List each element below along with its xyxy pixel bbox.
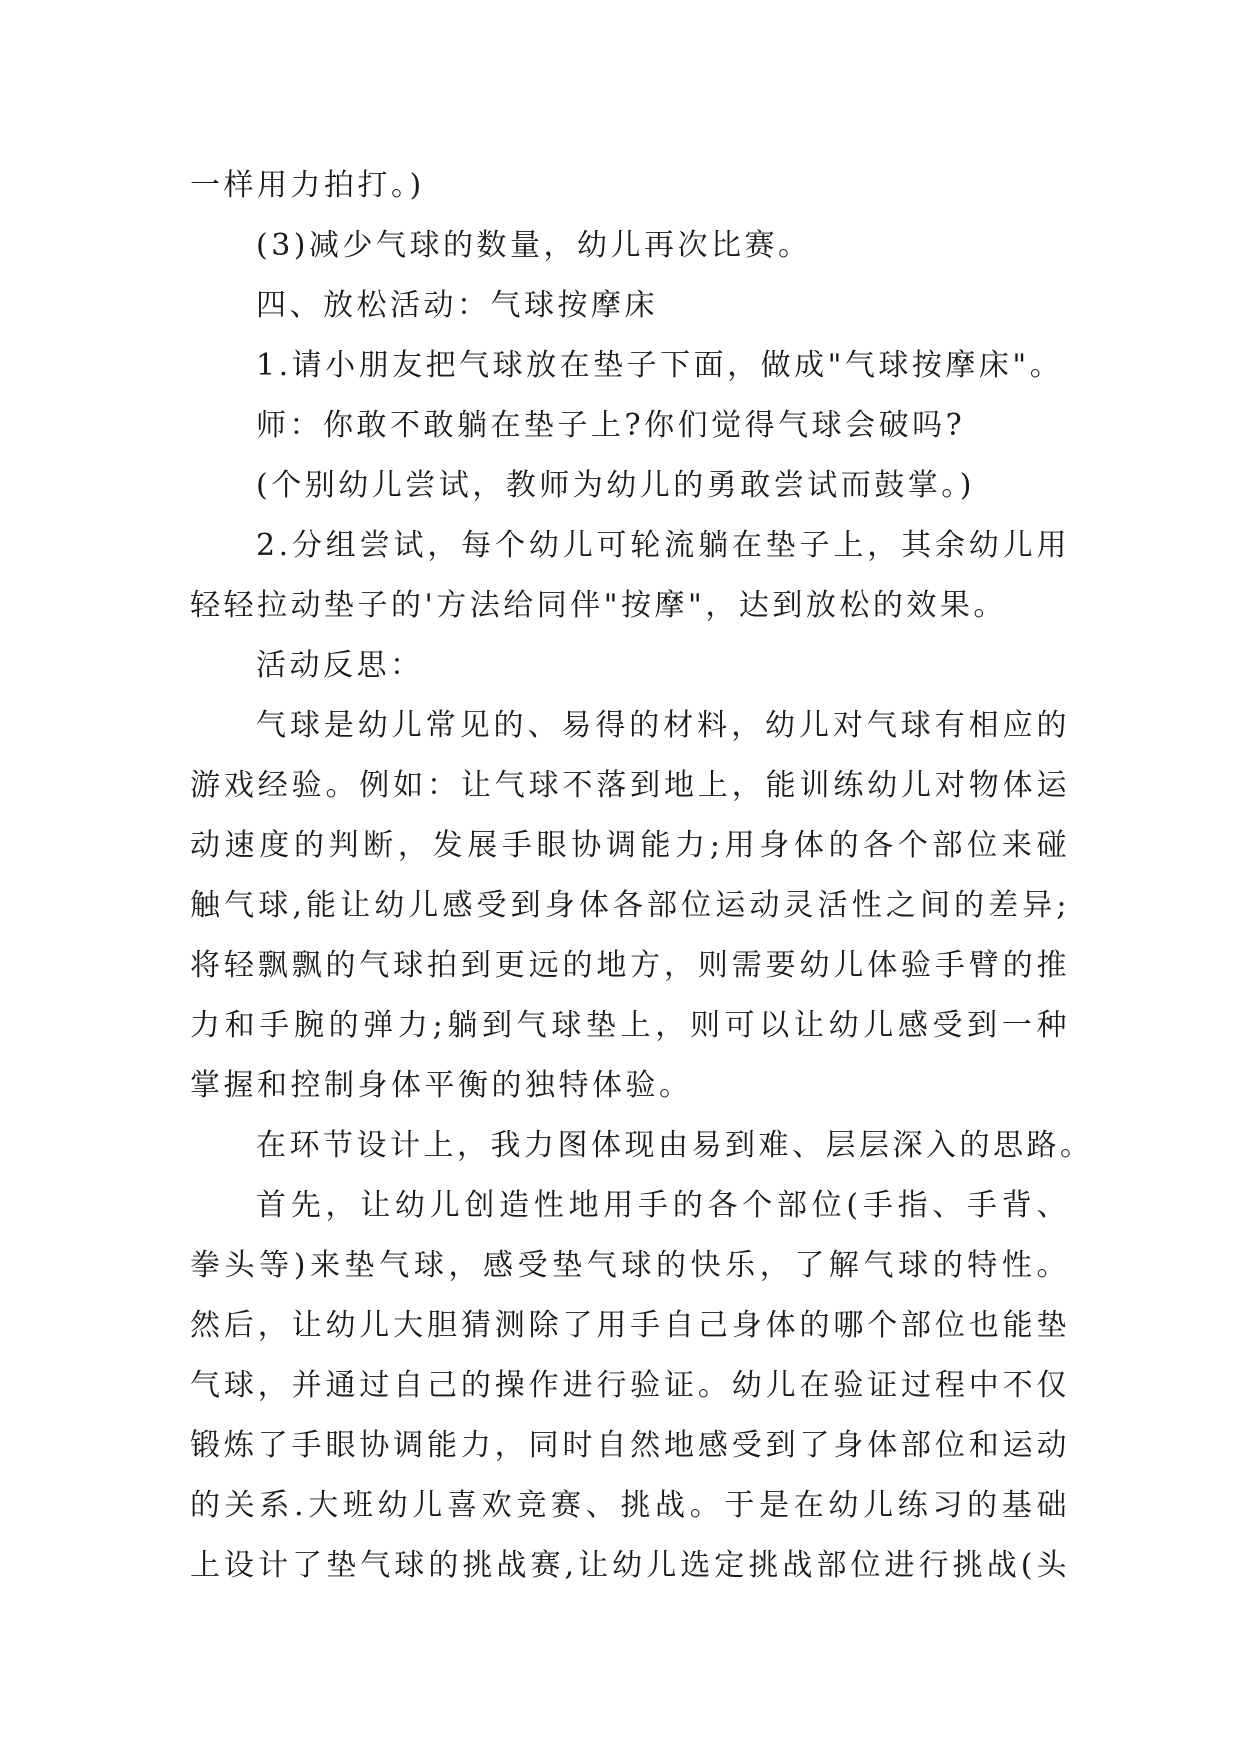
text-line: 气球，并通过自己的操作进行验证。幼儿在验证过程中不仅 [190,1368,1070,1403]
text-line: 锻炼了手眼协调能力，同时自然地感受到了身体部位和运动 [190,1428,1070,1463]
text-line: 师：你敢不敢躺在垫子上?你们觉得气球会破吗? [256,408,966,443]
text-line: 1.请小朋友把气球放在垫子下面，做成"气球按摩床"。 [256,348,1064,383]
section-heading: 四、放松活动：气球按摩床 [256,288,658,323]
text-line: 然后，让幼儿大胆猜测除了用手自己身体的哪个部位也能垫 [190,1308,1070,1343]
text-line: 触气球,能让幼儿感受到身体各部位运动灵活性之间的差异; [190,888,1070,923]
text-line: (个别幼儿尝试，教师为幼儿的勇敢尝试而鼓掌。) [256,468,975,503]
text-line: 上设计了垫气球的挑战赛,让幼儿选定挑战部位进行挑战(头 [190,1548,1070,1583]
text-line: 首先，让幼儿创造性地用手的各个部位(手指、手背、 [256,1188,1070,1223]
text-line: 掌握和控制身体平衡的独特体验。 [190,1068,693,1103]
text-line: 气球是幼儿常见的、易得的材料，幼儿对气球有相应的 [256,708,1070,743]
body-text [190,156,1094,1596]
text-line: 2.分组尝试，每个幼儿可轮流躺在垫子上，其余幼儿用 [256,528,1070,563]
text-line: 轻轻拉动垫子的'方法给同伴"按摩"，达到放松的效果。 [190,588,1007,623]
text-line: (3)减少气球的数量，幼儿再次比赛。 [256,228,812,263]
text-line: 一样用力拍打。) [190,168,425,203]
text-line: 的关系.大班幼儿喜欢竞赛、挑战。于是在幼儿练习的基础 [190,1488,1070,1523]
text-line: 拳头等)来垫气球，感受垫气球的快乐，了解气球的特性。 [190,1248,1070,1283]
section-heading: 活动反思： [256,648,424,683]
text-line: 动速度的判断，发展手眼协调能力;用身体的各个部位来碰 [190,828,1070,863]
text-line: 将轻飘飘的气球拍到更远的地方，则需要幼儿体验手臂的推 [190,948,1070,983]
text-line: 游戏经验。例如：让气球不落到地上，能训练幼儿对物体运 [190,768,1070,803]
text-line: 力和手腕的弹力;躺到气球垫上，则可以让幼儿感受到一种 [190,1008,1070,1043]
text-line: 在环节设计上，我力图体现由易到难、层层深入的思路。 [256,1128,1094,1163]
